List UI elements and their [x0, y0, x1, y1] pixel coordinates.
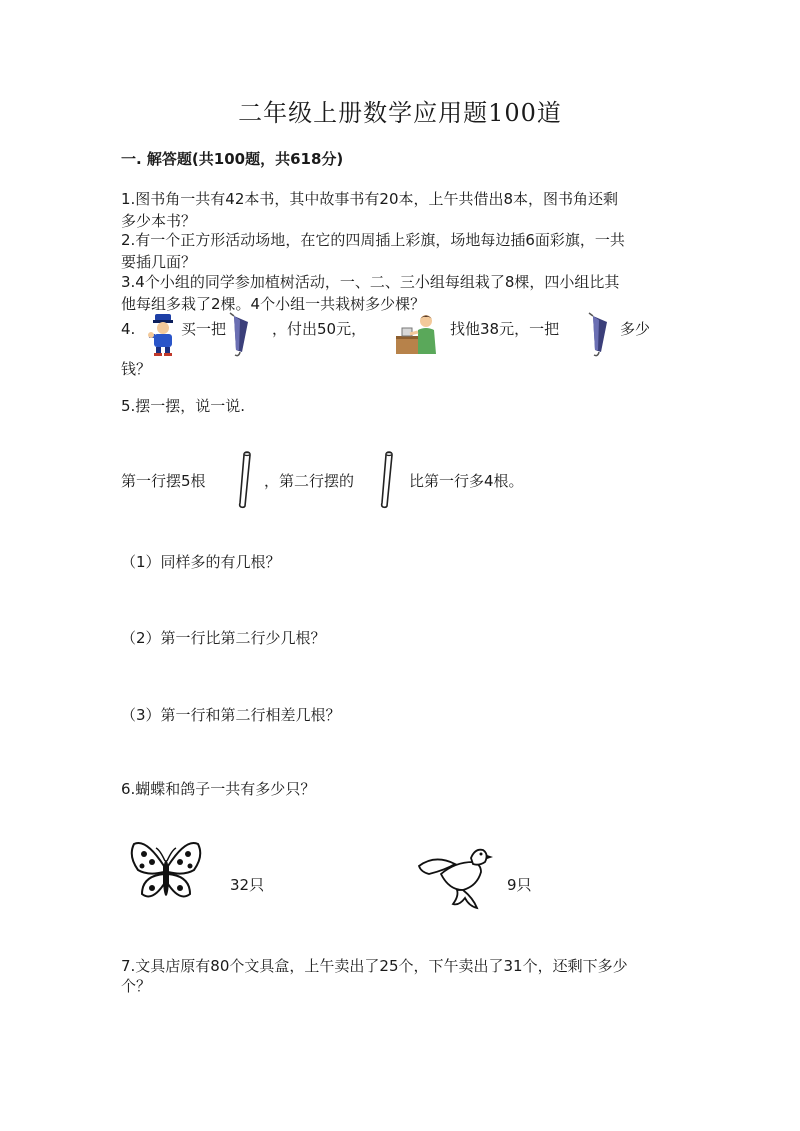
question-7-line-1: 7.文具店原有80个文具盒，上午卖出了25个，下午卖出了31个，还剩下多少 [121, 957, 628, 975]
stick-icon [236, 450, 256, 510]
question-2-line-2: 要插几面？ [121, 253, 197, 271]
question-1-line-2: 多少本书？ [121, 212, 197, 230]
shopkeeper-icon [396, 312, 440, 356]
question-4-number: 4. [121, 320, 136, 338]
question-5-sub-2: （2）第一行比第二行少几根？ [121, 629, 326, 647]
question-5-sub-1: （1）同样多的有几根？ [121, 553, 281, 571]
question-3-line-1: 3.4个小组的同学参加植树活动，一、二、三小组每组栽了8棵，四小组比其 [121, 273, 620, 291]
question-4-text-paid: ，付出50元， [272, 320, 367, 338]
question-5-sub-3: （3）第一行和第二行相差几根？ [121, 706, 341, 724]
section-heading: 一. 解答题(共100题，共618分) [121, 150, 344, 168]
question-5-row-c: 比第一行多4根。 [409, 472, 524, 490]
question-4-line-2: 钱？ [121, 360, 152, 378]
page-title: 二年级上册数学应用题100道 [238, 99, 562, 127]
question-7-line-2: 个？ [121, 977, 152, 995]
question-2-line-1: 2.有一个正方形活动场地，在它的四周插上彩旗，场地每边插6面彩旗，一共 [121, 231, 625, 249]
stick-icon [378, 450, 398, 510]
pigeon-count: 9只 [507, 876, 532, 894]
butterfly-icon [128, 836, 204, 910]
question-4-text-buy: 买一把 [181, 320, 227, 338]
pigeon-icon [415, 840, 495, 910]
umbrella-icon [585, 312, 613, 358]
question-4-text-change: 找他38元，一把 [450, 320, 560, 338]
question-5-row-b: ，第二行摆的 [264, 472, 355, 490]
question-1-line-1: 1.图书角一共有42本书，其中故事书有20本，上午共借出8本，图书角还剩 [121, 190, 619, 208]
question-4-text-how-much: 多少 [620, 320, 651, 338]
question-6-intro: 6.蝴蝶和鸽子一共有多少只？ [121, 780, 316, 798]
butterfly-count: 32只 [230, 876, 265, 894]
question-5-intro: 5.摆一摆，说一说. [121, 397, 246, 415]
question-5-row-a: 第一行摆5根 [121, 472, 206, 490]
police-officer-icon [148, 312, 178, 356]
umbrella-icon [226, 312, 254, 358]
question-3-line-2: 他每组多栽了2棵。4个小组一共栽树多少棵？ [121, 295, 426, 313]
